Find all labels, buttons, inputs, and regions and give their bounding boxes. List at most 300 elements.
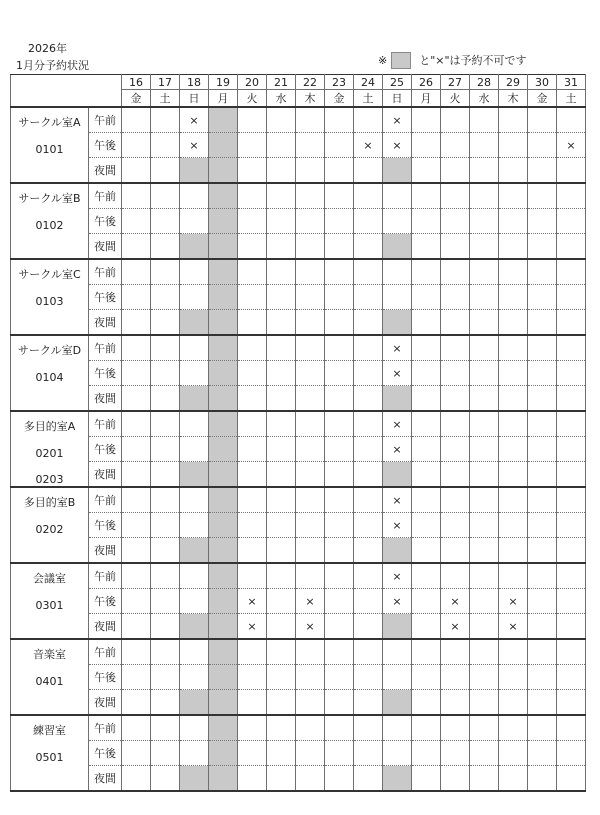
date-header: 30 — [528, 75, 557, 90]
availability-cell — [354, 563, 383, 589]
availability-cell — [122, 183, 151, 209]
availability-cell — [470, 386, 499, 412]
availability-cell — [354, 411, 383, 437]
availability-cell — [151, 361, 180, 386]
availability-cell — [238, 259, 267, 285]
availability-cell — [296, 361, 325, 386]
availability-cell — [180, 209, 209, 234]
availability-cell — [267, 386, 296, 412]
availability-cell — [267, 589, 296, 614]
date-header: 20 — [238, 75, 267, 90]
availability-cell — [180, 665, 209, 690]
availability-cell — [209, 589, 238, 614]
availability-cell — [296, 437, 325, 462]
availability-cell — [354, 310, 383, 336]
slot-label: 午前 — [89, 563, 122, 589]
availability-cell — [412, 335, 441, 361]
availability-cell — [325, 563, 354, 589]
availability-cell — [122, 766, 151, 792]
availability-cell — [470, 133, 499, 158]
availability-cell — [267, 690, 296, 716]
availability-cell — [296, 665, 325, 690]
availability-cell — [499, 563, 528, 589]
availability-cell — [296, 766, 325, 792]
availability-cell — [325, 133, 354, 158]
availability-cell — [499, 133, 528, 158]
availability-cell — [151, 234, 180, 260]
availability-cell — [267, 335, 296, 361]
availability-cell — [122, 513, 151, 538]
availability-cell — [122, 690, 151, 716]
availability-cell — [528, 386, 557, 412]
weekday-header: 日 — [180, 90, 209, 108]
availability-cell — [180, 361, 209, 386]
availability-cell — [209, 133, 238, 158]
availability-cell — [180, 234, 209, 260]
availability-cell — [412, 234, 441, 260]
availability-cell — [209, 386, 238, 412]
slot-label: 夜間 — [89, 462, 122, 488]
availability-cell — [412, 715, 441, 741]
availability-cell — [557, 487, 586, 513]
room-cell — [11, 183, 89, 259]
availability-cell — [325, 487, 354, 513]
availability-cell — [470, 741, 499, 766]
room-cell — [11, 335, 89, 411]
weekday-header: 水 — [267, 90, 296, 108]
availability-cell — [151, 411, 180, 437]
availability-cell: × — [354, 133, 383, 158]
availability-cell — [412, 310, 441, 336]
availability-cell — [267, 665, 296, 690]
availability-cell — [354, 766, 383, 792]
year-label: 2026年 — [28, 42, 67, 55]
availability-cell — [354, 741, 383, 766]
availability-cell — [122, 639, 151, 665]
room-cell — [11, 107, 89, 183]
weekday-header: 金 — [122, 90, 151, 108]
availability-cell — [557, 538, 586, 564]
availability-cell — [354, 209, 383, 234]
availability-cell — [354, 386, 383, 412]
availability-cell — [557, 285, 586, 310]
availability-cell — [122, 158, 151, 184]
room-name: サークル室A — [18, 116, 81, 129]
availability-cell — [528, 234, 557, 260]
availability-cell: × — [296, 614, 325, 640]
availability-cell — [325, 411, 354, 437]
availability-cell — [209, 107, 238, 133]
availability-cell: × — [557, 133, 586, 158]
availability-cell — [209, 766, 238, 792]
availability-cell: × — [238, 614, 267, 640]
availability-cell — [238, 639, 267, 665]
availability-cell — [354, 107, 383, 133]
availability-cell — [180, 513, 209, 538]
availability-cell — [122, 715, 151, 741]
availability-cell — [441, 513, 470, 538]
slot-label: 午前 — [89, 639, 122, 665]
availability-cell — [325, 335, 354, 361]
availability-cell — [296, 462, 325, 488]
availability-cell — [441, 690, 470, 716]
availability-cell — [383, 766, 412, 792]
room-code: 0301 — [35, 599, 64, 612]
availability-cell — [325, 614, 354, 640]
availability-cell — [499, 665, 528, 690]
slot-label: 午後 — [89, 589, 122, 614]
room-cell — [11, 639, 89, 715]
availability-cell — [151, 107, 180, 133]
availability-cell — [441, 715, 470, 741]
availability-cell — [325, 234, 354, 260]
availability-cell: × — [383, 133, 412, 158]
availability-cell — [528, 259, 557, 285]
availability-cell — [557, 715, 586, 741]
availability-cell — [412, 361, 441, 386]
availability-cell — [151, 563, 180, 589]
availability-cell — [557, 614, 586, 640]
availability-cell — [499, 335, 528, 361]
slot-label: 夜間 — [89, 158, 122, 184]
availability-cell — [151, 639, 180, 665]
availability-cell — [267, 158, 296, 184]
room-cell — [11, 411, 89, 487]
availability-cell — [238, 690, 267, 716]
availability-cell — [209, 411, 238, 437]
availability-cell: × — [180, 107, 209, 133]
availability-cell — [412, 209, 441, 234]
availability-cell — [180, 487, 209, 513]
availability-cell — [267, 563, 296, 589]
availability-cell — [470, 665, 499, 690]
availability-cell — [122, 209, 151, 234]
availability-cell — [412, 766, 441, 792]
date-header: 22 — [296, 75, 325, 90]
weekday-header: 土 — [557, 90, 586, 108]
availability-cell — [470, 437, 499, 462]
reservation-table — [10, 74, 586, 792]
availability-cell — [528, 766, 557, 792]
room-cell — [11, 563, 89, 639]
availability-cell — [470, 361, 499, 386]
availability-cell — [470, 285, 499, 310]
availability-cell — [151, 487, 180, 513]
availability-cell — [209, 361, 238, 386]
availability-cell — [180, 158, 209, 184]
availability-cell — [122, 386, 151, 412]
availability-cell — [412, 639, 441, 665]
weekday-header: 月 — [209, 90, 238, 108]
availability-cell — [354, 183, 383, 209]
room-name: 多目的室A — [23, 420, 76, 433]
availability-cell — [267, 538, 296, 564]
availability-cell — [296, 259, 325, 285]
availability-cell — [209, 665, 238, 690]
slot-label: 午前 — [89, 715, 122, 741]
availability-cell — [499, 462, 528, 488]
availability-cell — [238, 133, 267, 158]
availability-cell — [209, 741, 238, 766]
availability-cell — [470, 183, 499, 209]
availability-cell — [412, 741, 441, 766]
availability-cell — [238, 741, 267, 766]
availability-cell — [528, 563, 557, 589]
availability-cell — [122, 589, 151, 614]
availability-cell — [441, 487, 470, 513]
availability-cell — [325, 690, 354, 716]
availability-cell — [528, 107, 557, 133]
availability-cell — [267, 614, 296, 640]
availability-cell — [325, 437, 354, 462]
availability-cell — [528, 411, 557, 437]
availability-cell — [325, 361, 354, 386]
availability-cell — [151, 665, 180, 690]
availability-cell — [383, 614, 412, 640]
availability-cell — [325, 741, 354, 766]
availability-cell — [528, 538, 557, 564]
availability-cell — [354, 234, 383, 260]
date-header: 21 — [267, 75, 296, 90]
availability-cell: × — [180, 133, 209, 158]
availability-cell — [383, 158, 412, 184]
availability-cell — [528, 589, 557, 614]
availability-cell — [267, 411, 296, 437]
availability-cell — [354, 361, 383, 386]
availability-cell — [412, 538, 441, 564]
weekday-header: 木 — [296, 90, 325, 108]
availability-cell — [209, 183, 238, 209]
availability-cell — [499, 310, 528, 336]
availability-cell: × — [383, 107, 412, 133]
slot-label: 午後 — [89, 665, 122, 690]
availability-cell — [354, 487, 383, 513]
availability-cell — [267, 715, 296, 741]
availability-cell — [441, 183, 470, 209]
date-header: 16 — [122, 75, 151, 90]
availability-cell — [383, 538, 412, 564]
availability-cell — [122, 133, 151, 158]
availability-cell — [383, 234, 412, 260]
availability-cell: × — [383, 411, 412, 437]
availability-cell — [209, 487, 238, 513]
availability-cell — [557, 183, 586, 209]
availability-cell — [557, 690, 586, 716]
availability-cell — [151, 183, 180, 209]
availability-cell — [151, 133, 180, 158]
availability-cell — [209, 234, 238, 260]
availability-cell — [528, 462, 557, 488]
availability-cell — [412, 437, 441, 462]
availability-cell — [122, 259, 151, 285]
availability-cell — [296, 715, 325, 741]
availability-cell — [557, 234, 586, 260]
availability-cell — [296, 639, 325, 665]
availability-cell — [383, 209, 412, 234]
availability-cell — [267, 285, 296, 310]
availability-cell — [528, 513, 557, 538]
availability-cell — [528, 614, 557, 640]
availability-cell — [383, 690, 412, 716]
availability-cell — [557, 741, 586, 766]
availability-cell — [499, 513, 528, 538]
availability-cell — [296, 107, 325, 133]
date-header: 25 — [383, 75, 412, 90]
availability-cell — [238, 310, 267, 336]
availability-cell: × — [499, 589, 528, 614]
availability-cell — [441, 361, 470, 386]
availability-cell — [122, 487, 151, 513]
availability-cell: × — [238, 589, 267, 614]
availability-cell — [441, 563, 470, 589]
availability-cell — [209, 639, 238, 665]
availability-cell — [470, 589, 499, 614]
availability-cell — [325, 538, 354, 564]
slot-label: 午前 — [89, 183, 122, 209]
availability-cell — [528, 715, 557, 741]
availability-cell — [412, 133, 441, 158]
availability-cell: × — [441, 614, 470, 640]
availability-cell — [499, 715, 528, 741]
availability-cell — [238, 107, 267, 133]
availability-cell — [267, 234, 296, 260]
availability-cell — [499, 361, 528, 386]
availability-cell — [238, 766, 267, 792]
availability-cell — [238, 386, 267, 412]
availability-cell — [122, 563, 151, 589]
weekday-header: 金 — [528, 90, 557, 108]
availability-cell — [296, 563, 325, 589]
availability-cell — [528, 487, 557, 513]
room-code: 0104 — [35, 371, 64, 384]
availability-cell — [267, 259, 296, 285]
availability-cell — [470, 563, 499, 589]
availability-cell — [122, 538, 151, 564]
availability-cell — [441, 107, 470, 133]
availability-cell — [383, 310, 412, 336]
availability-cell — [412, 487, 441, 513]
date-header: 23 — [325, 75, 354, 90]
availability-cell — [325, 462, 354, 488]
availability-cell — [528, 133, 557, 158]
availability-cell — [209, 335, 238, 361]
availability-cell — [412, 665, 441, 690]
availability-cell — [180, 563, 209, 589]
availability-cell — [412, 563, 441, 589]
room-name: 会議室 — [33, 572, 66, 585]
availability-cell — [383, 462, 412, 488]
room-name: サークル室C — [18, 268, 81, 281]
availability-cell — [412, 614, 441, 640]
availability-cell — [180, 462, 209, 488]
room-code: 0101 — [35, 143, 64, 156]
availability-cell — [296, 513, 325, 538]
availability-cell — [557, 386, 586, 412]
availability-cell — [499, 158, 528, 184]
room-code: 0102 — [35, 219, 64, 232]
availability-cell — [325, 386, 354, 412]
availability-cell — [267, 462, 296, 488]
availability-cell — [267, 310, 296, 336]
availability-cell — [354, 589, 383, 614]
availability-cell — [557, 107, 586, 133]
availability-cell — [325, 766, 354, 792]
room-cell — [11, 487, 89, 563]
availability-cell — [470, 259, 499, 285]
availability-cell — [499, 538, 528, 564]
weekday-header: 水 — [470, 90, 499, 108]
availability-cell — [180, 411, 209, 437]
availability-cell — [499, 487, 528, 513]
availability-cell — [557, 209, 586, 234]
availability-cell — [180, 639, 209, 665]
availability-cell — [151, 589, 180, 614]
availability-cell — [122, 665, 151, 690]
availability-cell — [238, 665, 267, 690]
room-code: 0202 — [35, 523, 64, 536]
availability-cell — [238, 234, 267, 260]
availability-cell — [238, 335, 267, 361]
availability-cell — [180, 310, 209, 336]
availability-cell — [354, 614, 383, 640]
availability-cell — [238, 715, 267, 741]
availability-cell — [470, 234, 499, 260]
room-name: サークル室D — [17, 344, 82, 357]
availability-cell — [180, 715, 209, 741]
availability-cell — [441, 133, 470, 158]
slot-label: 午後 — [89, 437, 122, 462]
availability-cell — [296, 487, 325, 513]
room-name: 練習室 — [33, 724, 66, 737]
availability-cell — [441, 665, 470, 690]
availability-cell — [383, 741, 412, 766]
availability-cell — [296, 411, 325, 437]
slot-label: 夜間 — [89, 538, 122, 564]
date-header: 26 — [412, 75, 441, 90]
availability-cell — [122, 310, 151, 336]
slot-label: 午後 — [89, 285, 122, 310]
availability-cell: × — [441, 589, 470, 614]
weekday-header: 木 — [499, 90, 528, 108]
availability-cell — [528, 639, 557, 665]
availability-cell — [412, 386, 441, 412]
availability-cell — [238, 513, 267, 538]
availability-cell — [267, 107, 296, 133]
room-name: 多目的室B — [23, 496, 76, 509]
availability-cell — [151, 766, 180, 792]
availability-cell — [238, 411, 267, 437]
room-code: 0103 — [35, 295, 64, 308]
availability-cell — [412, 411, 441, 437]
availability-cell — [499, 209, 528, 234]
legend-gray-swatch — [391, 52, 411, 69]
availability-cell — [296, 335, 325, 361]
availability-cell: × — [296, 589, 325, 614]
availability-cell — [151, 741, 180, 766]
availability-cell: × — [383, 513, 412, 538]
availability-cell — [122, 462, 151, 488]
availability-cell — [383, 665, 412, 690]
availability-cell — [325, 209, 354, 234]
availability-cell — [557, 361, 586, 386]
availability-cell — [470, 158, 499, 184]
availability-cell — [267, 487, 296, 513]
availability-cell — [209, 259, 238, 285]
availability-cell — [325, 513, 354, 538]
availability-cell — [151, 259, 180, 285]
availability-cell — [180, 766, 209, 792]
slot-label: 午前 — [89, 411, 122, 437]
